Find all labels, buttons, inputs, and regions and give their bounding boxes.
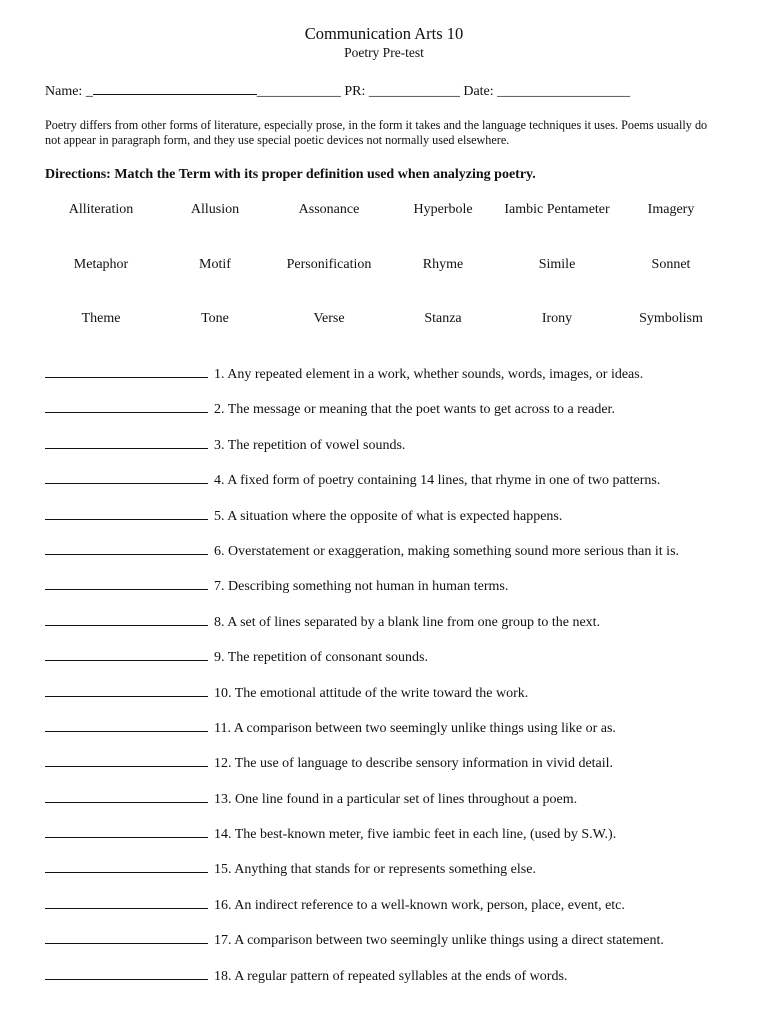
question-text: 1. Any repeated element in a work, whether sounds, words, images, or ideas. <box>214 367 644 382</box>
answer-blank[interactable] <box>45 435 208 449</box>
page-title: Communication Arts 10 <box>304 24 464 43</box>
term-item: Theme <box>81 311 121 326</box>
list-item <box>45 683 735 718</box>
list-item <box>45 647 735 682</box>
term-item: Tone <box>201 311 229 326</box>
list-item <box>45 789 735 824</box>
term-item: Symbolism <box>639 311 703 326</box>
term-item: Verse <box>313 311 345 326</box>
answer-blank[interactable] <box>45 541 208 555</box>
answer-blank[interactable] <box>45 789 208 803</box>
list-item <box>45 576 735 611</box>
term-bank <box>44 201 728 365</box>
term-item: Irony <box>541 311 573 326</box>
question-text: 14. The best-known meter, five iambic feet in each line, (used by S.W.). <box>214 827 617 843</box>
question-text: 2. The message or meaning that the poet wants to get across to a reader. <box>214 402 615 418</box>
answer-blank[interactable] <box>45 647 208 661</box>
directions-heading: Directions: Match the Term with its proper definition used when analyzing poetry. <box>45 167 536 182</box>
question-text: 17. A comparison between two seemingly unlike things using a direct statement. <box>214 933 664 949</box>
list-item <box>45 930 735 965</box>
list-item <box>45 470 735 505</box>
term-item: Iambic Pentameter <box>504 202 610 217</box>
term-item: Simile <box>538 256 576 272</box>
list-item <box>45 824 735 859</box>
answer-blank[interactable] <box>45 683 208 697</box>
name-label: Name: _ <box>45 84 93 99</box>
answer-blank[interactable] <box>45 895 208 909</box>
answer-blank[interactable] <box>45 470 208 484</box>
question-text: 5. A situation where the opposite of what is expected happens. <box>214 508 563 524</box>
question-text: 10. The emotional attitude of the write toward the work. <box>214 685 529 701</box>
name-field[interactable] <box>93 82 257 95</box>
question-text: 9. The repetition of consonant sounds. <box>214 650 428 666</box>
question-text: 15. Anything that stands for or represents something else. <box>214 862 536 878</box>
question-text: 3. The repetition of vowel sounds. <box>214 437 406 453</box>
term-item: Personification <box>286 256 372 272</box>
answer-blank[interactable] <box>45 506 208 520</box>
list-item <box>45 399 735 434</box>
answer-blank[interactable] <box>45 824 208 838</box>
list-item <box>45 435 735 470</box>
answer-blank[interactable] <box>45 399 208 413</box>
answer-blank[interactable] <box>45 576 208 590</box>
question-text: 13. One line found in a particular set of lines throughout a poem. <box>214 791 578 807</box>
term-item: Motif <box>199 256 231 272</box>
term-item: Assonance <box>298 202 360 217</box>
term-item: Metaphor <box>73 256 129 272</box>
question-text: 8. A set of lines separated by a blank line from one group to the next. <box>214 614 601 630</box>
answer-blank[interactable] <box>45 966 208 980</box>
intro-paragraph: Poetry differs from other forms of literature, especially prose, in the form it takes and the language techniques it uses. Poems usually do not appear in paragraph form, and they use special poetic devices not normally used elsewhere. <box>45 118 708 147</box>
answer-blank[interactable] <box>45 930 208 944</box>
question-text: 6. Overstatement or exaggeration, making something sound more serious than it is. <box>214 543 680 559</box>
term-item: Stanza <box>424 311 462 326</box>
list-item <box>45 612 735 647</box>
page-subtitle: Poetry Pre-test <box>344 45 424 60</box>
list-item <box>45 541 735 576</box>
student-info-line <box>45 82 630 101</box>
list-item <box>45 859 735 894</box>
term-item: Alliteration <box>68 202 134 217</box>
list-item <box>45 895 735 930</box>
list-item <box>45 506 735 541</box>
term-item: Allusion <box>190 202 240 217</box>
question-text: 7. Describing something not human in human terms. <box>214 579 509 595</box>
list-item <box>45 718 735 753</box>
list-item <box>45 966 735 1001</box>
answer-blank[interactable] <box>45 859 208 873</box>
term-item: Rhyme <box>422 256 464 272</box>
question-text: 11. A comparison between two seemingly unlike things using like or as. <box>214 720 616 736</box>
question-text: 4. A fixed form of poetry containing 14 lines, that rhyme in one of two patterns. <box>214 473 661 489</box>
question-text: 12. The use of language to describe sensory information in vivid detail. <box>214 756 614 772</box>
list-item <box>45 364 735 399</box>
answer-blank[interactable] <box>45 612 208 626</box>
term-item: Imagery <box>647 202 695 217</box>
question-list <box>45 364 735 1001</box>
answer-blank[interactable] <box>45 753 208 767</box>
answer-blank[interactable] <box>45 364 208 378</box>
answer-blank[interactable] <box>45 718 208 732</box>
question-text: 18. A regular pattern of repeated syllables at the ends of words. <box>214 968 568 984</box>
term-item: Hyperbole <box>413 202 473 217</box>
list-item <box>45 753 735 788</box>
term-item: Sonnet <box>651 256 691 272</box>
pr-date-fields[interactable]: ____________ PR: _____________ Date: ___________________ <box>256 84 631 99</box>
question-text: 16. An indirect reference to a well-known work, person, place, event, etc. <box>214 897 625 913</box>
